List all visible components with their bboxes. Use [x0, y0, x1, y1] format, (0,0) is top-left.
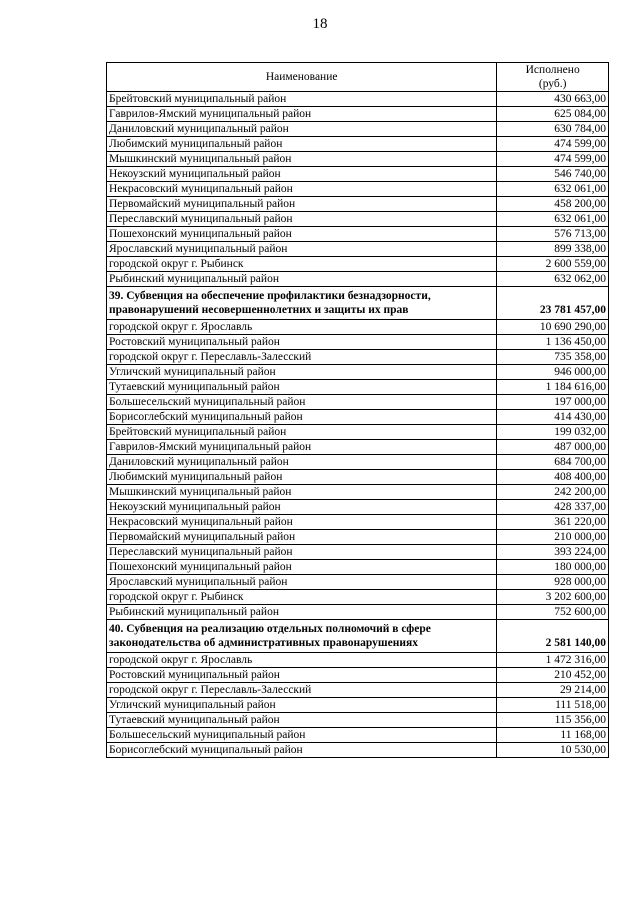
row-name: Любимский муниципальный район: [107, 470, 497, 485]
row-amount: 2 600 559,00: [497, 257, 609, 272]
row-name: Даниловский муниципальный район: [107, 455, 497, 470]
row-amount: 408 400,00: [497, 470, 609, 485]
row-amount: 632 062,00: [497, 272, 609, 287]
section-title-line2: законодательства об административных правонарушениях: [109, 637, 418, 649]
table-row: [107, 560, 609, 575]
row-amount: 1 472 316,00: [497, 653, 609, 668]
table-row: [107, 152, 609, 167]
row-name: Тутаевский муниципальный район: [107, 380, 497, 395]
table-row: [107, 137, 609, 152]
row-amount: 632 061,00: [497, 182, 609, 197]
table-row: [107, 605, 609, 620]
row-amount: 180 000,00: [497, 560, 609, 575]
table-row: [107, 92, 609, 107]
table-row: [107, 515, 609, 530]
row-name: Некоузский муниципальный район: [107, 167, 497, 182]
section-title-line2: правонарушений несовершеннолетних и защиты их прав: [109, 304, 409, 316]
row-amount: 752 600,00: [497, 605, 609, 620]
row-name: Мышкинский муниципальный район: [107, 485, 497, 500]
row-name: Гаврилов-Ямский муниципальный район: [107, 440, 497, 455]
row-amount: 576 713,00: [497, 227, 609, 242]
row-name: Пошехонский муниципальный район: [107, 227, 497, 242]
row-amount: 430 663,00: [497, 92, 609, 107]
row-amount: 946 000,00: [497, 365, 609, 380]
table-row: [107, 485, 609, 500]
row-name: Переславский муниципальный район: [107, 545, 497, 560]
table-row: [107, 122, 609, 137]
row-amount: 684 700,00: [497, 455, 609, 470]
section-heading-row: [107, 287, 609, 320]
row-name: Брейтовский муниципальный район: [107, 425, 497, 440]
row-name: Некоузский муниципальный район: [107, 500, 497, 515]
row-name: Ростовский муниципальный район: [107, 335, 497, 350]
row-amount: 414 430,00: [497, 410, 609, 425]
row-name: Ростовский муниципальный район: [107, 668, 497, 683]
table-row: [107, 470, 609, 485]
row-amount: 632 061,00: [497, 212, 609, 227]
row-amount: 199 032,00: [497, 425, 609, 440]
section-title-line1: 40. Субвенция на реализацию отдельных полномочий в сфере: [109, 623, 431, 635]
table-row: [107, 425, 609, 440]
row-amount: 735 358,00: [497, 350, 609, 365]
table-row: [107, 257, 609, 272]
row-amount: 928 000,00: [497, 575, 609, 590]
section-title: [107, 287, 497, 320]
row-amount: 428 337,00: [497, 500, 609, 515]
row-name: городской округ г. Переславль-Залесский: [107, 683, 497, 698]
table-row: [107, 320, 609, 335]
section-title: [107, 620, 497, 653]
row-amount: 899 338,00: [497, 242, 609, 257]
row-amount: 487 000,00: [497, 440, 609, 455]
row-amount: 10 690 290,00: [497, 320, 609, 335]
row-name: Тутаевский муниципальный район: [107, 713, 497, 728]
row-name: Переславский муниципальный район: [107, 212, 497, 227]
row-name: городской округ г. Переславль-Залесский: [107, 350, 497, 365]
row-name: городской округ г. Рыбинск: [107, 257, 497, 272]
column-header-amount: [497, 63, 609, 92]
table-body: [107, 92, 609, 758]
table-row: [107, 455, 609, 470]
table-row: [107, 728, 609, 743]
row-name: Большесельский муниципальный район: [107, 728, 497, 743]
table-row: [107, 350, 609, 365]
row-amount: 630 784,00: [497, 122, 609, 137]
table-row: [107, 242, 609, 257]
row-amount: 625 084,00: [497, 107, 609, 122]
row-name: Брейтовский муниципальный район: [107, 92, 497, 107]
row-amount: 1 136 450,00: [497, 335, 609, 350]
row-name: Даниловский муниципальный район: [107, 122, 497, 137]
row-amount: 10 530,00: [497, 743, 609, 758]
row-name: Некрасовский муниципальный район: [107, 182, 497, 197]
row-name: Первомайский муниципальный район: [107, 530, 497, 545]
table-row: [107, 167, 609, 182]
table-row: [107, 227, 609, 242]
table-row: [107, 683, 609, 698]
table-row: [107, 212, 609, 227]
row-name: Рыбинский муниципальный район: [107, 605, 497, 620]
table-row: [107, 500, 609, 515]
row-amount: 3 202 600,00: [497, 590, 609, 605]
row-amount: 546 740,00: [497, 167, 609, 182]
row-amount: 197 000,00: [497, 395, 609, 410]
section-total-amount: 23 781 457,00: [497, 287, 609, 320]
section-title-line1: 39. Субвенция на обеспечение профилактики безнадзорности,: [109, 290, 431, 302]
row-name: городской округ г. Рыбинск: [107, 590, 497, 605]
table-row: [107, 653, 609, 668]
row-name: Ярославский муниципальный район: [107, 242, 497, 257]
table-row: [107, 107, 609, 122]
row-name: городской округ г. Ярославль: [107, 320, 497, 335]
row-name: Ярославский муниципальный район: [107, 575, 497, 590]
row-name: Любимский муниципальный район: [107, 137, 497, 152]
table-row: [107, 380, 609, 395]
column-header-name: Наименование: [107, 63, 497, 92]
row-amount: 210 452,00: [497, 668, 609, 683]
table-row: [107, 545, 609, 560]
table-row: [107, 530, 609, 545]
table-row: [107, 395, 609, 410]
row-amount: 29 214,00: [497, 683, 609, 698]
table-header-row: [107, 63, 609, 92]
column-header-amount-line2: (руб.): [538, 78, 567, 90]
row-name: Угличский муниципальный район: [107, 698, 497, 713]
row-name: Гаврилов-Ямский муниципальный район: [107, 107, 497, 122]
row-amount: 474 599,00: [497, 137, 609, 152]
row-name: Борисоглебский муниципальный район: [107, 743, 497, 758]
row-amount: 210 000,00: [497, 530, 609, 545]
row-name: Некрасовский муниципальный район: [107, 515, 497, 530]
row-name: Пошехонский муниципальный район: [107, 560, 497, 575]
table-row: [107, 590, 609, 605]
row-amount: 115 356,00: [497, 713, 609, 728]
row-name: Угличский муниципальный район: [107, 365, 497, 380]
table-row: [107, 575, 609, 590]
section-total-amount: 2 581 140,00: [497, 620, 609, 653]
table-row: [107, 668, 609, 683]
table-row: [107, 365, 609, 380]
row-name: Большесельский муниципальный район: [107, 395, 497, 410]
row-name: городской округ г. Ярославль: [107, 653, 497, 668]
page-number: 18: [312, 16, 328, 32]
row-amount: 458 200,00: [497, 197, 609, 212]
row-name: Первомайский муниципальный район: [107, 197, 497, 212]
table-row: [107, 440, 609, 455]
table-row: [107, 410, 609, 425]
row-amount: 1 184 616,00: [497, 380, 609, 395]
row-amount: 242 200,00: [497, 485, 609, 500]
table-row: [107, 335, 609, 350]
row-name: Мышкинский муниципальный район: [107, 152, 497, 167]
row-amount: 111 518,00: [497, 698, 609, 713]
table-row: [107, 713, 609, 728]
table-row: [107, 743, 609, 758]
column-header-amount-line1: Исполнено: [525, 64, 580, 76]
row-name: Рыбинский муниципальный район: [107, 272, 497, 287]
row-amount: 393 224,00: [497, 545, 609, 560]
table-row: [107, 182, 609, 197]
table-row: [107, 698, 609, 713]
row-amount: 361 220,00: [497, 515, 609, 530]
table-row: [107, 272, 609, 287]
row-name: Борисоглебский муниципальный район: [107, 410, 497, 425]
row-amount: 11 168,00: [497, 728, 609, 743]
table-row: [107, 197, 609, 212]
section-heading-row: [107, 620, 609, 653]
row-amount: 474 599,00: [497, 152, 609, 167]
budget-table: [106, 62, 609, 758]
